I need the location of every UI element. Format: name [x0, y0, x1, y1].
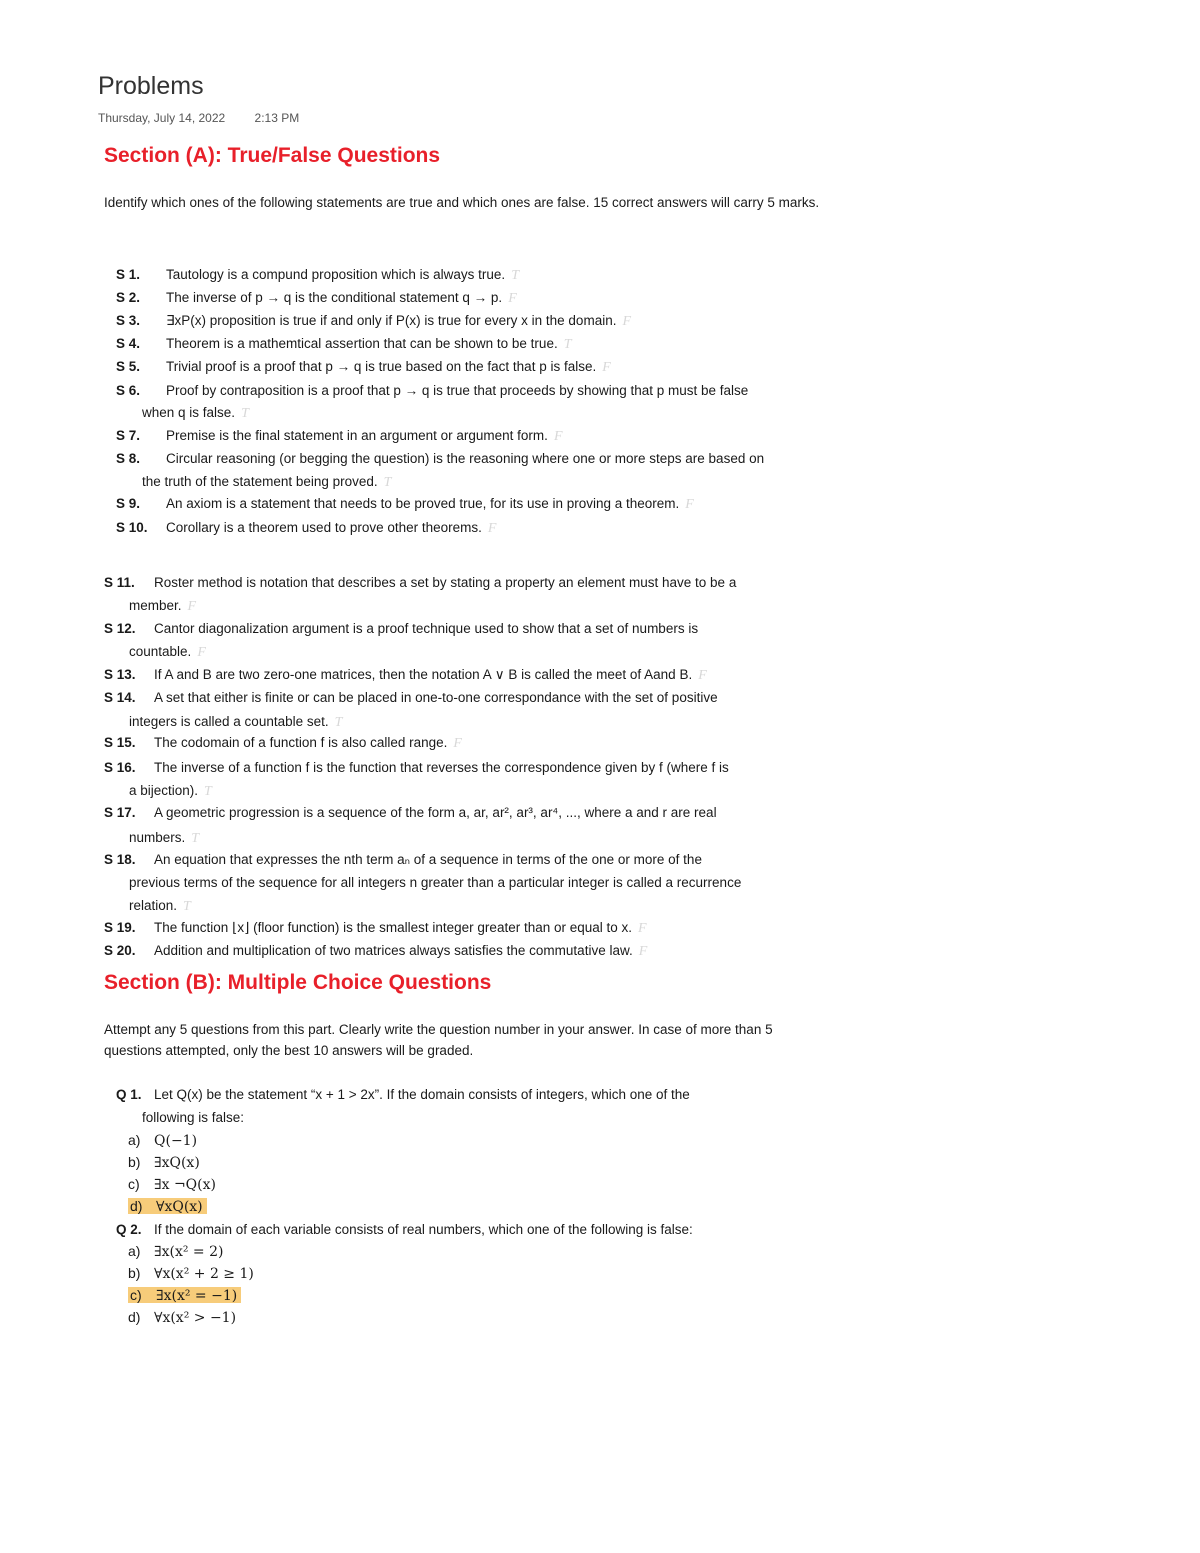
option-letter: d)	[130, 1198, 143, 1214]
answer-mark: F	[602, 360, 611, 375]
statement-number: S 8.	[116, 451, 141, 466]
question-number: Q 2.	[116, 1222, 142, 1237]
statement-item	[116, 379, 840, 402]
page-title: Problems	[98, 72, 204, 100]
option-text: ∀x(x² > −1)	[154, 1310, 237, 1326]
statement-number: S 9.	[116, 496, 141, 511]
statement-item	[116, 286, 840, 309]
answer-mark: F	[187, 599, 197, 614]
statement-number: S 10.	[116, 520, 148, 535]
statement-continuation-text: a bijection).	[129, 783, 199, 798]
statement-text	[154, 731, 462, 755]
answer-mark: F	[638, 944, 648, 959]
answer-mark: T	[183, 899, 191, 914]
statement-number: S 6.	[116, 383, 141, 398]
statement-item	[104, 756, 840, 779]
option-letter: c)	[128, 1176, 140, 1192]
statement-item	[104, 916, 840, 939]
statement-text-content: The inverse of p → q is the conditional statement q → p.	[166, 290, 503, 305]
answer-option	[128, 1129, 197, 1152]
question-text: If the domain of each variable consists of real numbers, which one of the following is false:	[154, 1222, 693, 1237]
statement-item	[116, 309, 840, 332]
statement-number: S 15.	[104, 735, 136, 750]
statement-continuation	[129, 594, 196, 618]
statement-item	[104, 801, 840, 824]
statement-continuation	[129, 640, 206, 664]
page-time: 2:13 PM	[254, 111, 300, 125]
statement-item	[116, 332, 840, 355]
statement-item	[116, 424, 840, 447]
option-text: ∃x(x² = 2)	[154, 1244, 224, 1260]
statement-text-content: Tautology is a compund proposition which is always true.	[166, 267, 506, 282]
option-text: ∃xQ(x)	[154, 1155, 200, 1171]
statement-number: S 19.	[104, 920, 136, 935]
statement-continuation-text: integers is called a countable set.	[129, 714, 329, 729]
answer-mark: F	[453, 736, 462, 751]
question-item	[116, 1083, 836, 1106]
option-text: ∃x(x² = −1)	[156, 1288, 238, 1304]
statement-continuation-text: countable.	[129, 644, 192, 659]
question-continuation: following is false:	[142, 1110, 245, 1125]
statement-text-content: Trivial proof is a proof that p → q is true based on the fact that p is false.	[166, 359, 597, 374]
statement-number: S 5.	[116, 359, 141, 374]
option-text: Q(−1)	[154, 1133, 198, 1149]
statement-number: S 11.	[104, 575, 135, 590]
answer-mark: F	[698, 668, 707, 683]
option-text: ∀xQ(x)	[156, 1199, 203, 1215]
statement-item	[116, 447, 840, 470]
statement-text	[166, 447, 764, 470]
answer-option	[128, 1195, 207, 1218]
statement-number: S 1.	[116, 267, 141, 282]
statement-text-content: An axiom is a statement that needs to be proved true, for its use in proving a theorem.	[166, 496, 680, 511]
statement-text-content: The codomain of a function f is also called range.	[154, 735, 448, 750]
option-letter: d)	[128, 1309, 141, 1325]
statement-text	[166, 379, 748, 402]
statement-text-content: A set that either is finite or can be placed in one-to-one correspondance with the set of positive	[154, 690, 718, 705]
statement-text-content: The function ⌊x⌋ (floor function) is the smallest integer greater than or equal to x.	[154, 920, 633, 935]
highlighted-answer	[128, 1198, 207, 1214]
option-letter: a)	[128, 1243, 141, 1259]
statement-text	[166, 309, 631, 333]
answer-option	[128, 1151, 200, 1174]
answer-option	[128, 1306, 236, 1329]
statement-text-content: Corollary is a theorem used to prove other theorems.	[166, 520, 482, 535]
section-a-heading: Section (A): True/False Questions	[104, 144, 441, 167]
answer-option-body	[128, 1243, 223, 1259]
statement-text-content: Premise is the final statement in an argument or argument form.	[166, 428, 548, 443]
statement-text	[166, 492, 694, 516]
answer-option-body	[128, 1154, 200, 1170]
answer-option-body	[128, 1176, 216, 1192]
statement-continuation	[142, 401, 249, 425]
answer-option	[128, 1262, 254, 1285]
answer-mark: T	[383, 475, 392, 490]
statement-text	[166, 424, 563, 448]
option-letter: b)	[128, 1154, 141, 1170]
statement-item	[104, 617, 840, 640]
answer-mark: T	[191, 831, 200, 846]
answer-mark: F	[622, 314, 632, 329]
answer-option-body	[128, 1265, 254, 1281]
statement-number: S 16.	[104, 760, 136, 775]
statement-number: S 12.	[104, 621, 136, 636]
statement-text	[154, 848, 702, 871]
statement-continuation-text: numbers.	[129, 830, 186, 845]
section-a-intro: Identify which ones of the following statements are true and which ones are false. 15 correct answers will carry 5 marks.	[104, 195, 820, 210]
statement-number: S 14.	[104, 690, 136, 705]
statement-continuation	[129, 871, 741, 894]
statement-text	[154, 571, 736, 594]
statement-text-content: Roster method is notation that describes a set by stating a property an element must have to be a	[154, 575, 737, 590]
statement-text	[154, 801, 717, 824]
statement-text	[154, 756, 729, 779]
statement-item	[104, 848, 840, 871]
statement-text-content: ∃xP(x) proposition is true if and only if P(x) is true for every x in the domain.	[166, 313, 617, 328]
answer-mark: T	[563, 337, 572, 352]
statement-number: S 4.	[116, 336, 141, 351]
statement-text	[166, 332, 572, 356]
answer-mark: T	[204, 784, 212, 799]
statement-text-content: The inverse of a function f is the function that reverses the correspondence given by f (where f is	[154, 760, 729, 775]
answer-mark: F	[197, 645, 206, 660]
statement-item	[104, 939, 840, 962]
statement-text-content: If A and B are two zero-one matrices, then the notation A ∨ B is called the meet of Aand B.	[154, 667, 693, 682]
statement-item	[104, 686, 840, 709]
answer-mark: T	[334, 715, 343, 730]
answer-mark: T	[511, 268, 519, 283]
statement-text-content: Theorem is a mathemtical assertion that can be shown to be true.	[166, 336, 558, 351]
answer-option	[128, 1240, 223, 1263]
question-item	[116, 1218, 836, 1241]
statement-number: S 17.	[104, 805, 136, 820]
statement-number: S 3.	[116, 313, 141, 328]
statement-text	[166, 516, 496, 540]
statement-continuation	[129, 826, 199, 850]
statement-number: S 7.	[116, 428, 141, 443]
statement-continuation-text: when q is false.	[142, 405, 236, 420]
statement-text-content: An equation that expresses the nth term aₙ of a sequence in terms of the one or more of the	[154, 852, 702, 867]
option-text: ∃x ¬Q(x)	[154, 1177, 216, 1193]
answer-mark: F	[487, 521, 497, 536]
statement-text-content: A geometric progression is a sequence of the form a, ar, ar², ar³, ar⁴, ..., where a and r are real	[154, 805, 717, 820]
statement-continuation-text: member.	[129, 598, 182, 613]
statement-item	[104, 663, 840, 686]
section-b-heading: Section (B): Multiple Choice Questions	[104, 971, 492, 994]
option-text: ∀x(x² + 2 ≥ 1)	[154, 1266, 254, 1282]
question-text: Let Q(x) be the statement “x + 1 > 2x”. If the domain consists of integers, which one of the	[154, 1087, 690, 1102]
statement-continuation	[142, 470, 391, 494]
statement-continuation	[129, 779, 212, 803]
answer-mark: F	[508, 291, 517, 306]
question-number: Q 1.	[116, 1087, 142, 1102]
answer-mark: F	[553, 429, 563, 444]
page-date: Thursday, July 14, 2022	[98, 111, 226, 125]
statement-text	[154, 617, 698, 640]
statement-continuation-text: the truth of the statement being proved.	[142, 474, 378, 489]
statement-continuation	[129, 894, 191, 918]
section-b-intro: Attempt any 5 questions from this part. Clearly write the question number in your answer. In case of more than 5 questions attempted, only the best 10 answers will be graded.	[104, 1022, 773, 1058]
statement-item	[116, 263, 840, 286]
answer-option-body	[128, 1132, 197, 1148]
statement-number: S 2.	[116, 290, 141, 305]
statement-item	[104, 571, 840, 594]
statement-number: S 18.	[104, 852, 136, 867]
statement-number: S 20.	[104, 943, 136, 958]
page-meta	[98, 111, 299, 125]
statement-text-content: Cantor diagonalization argument is a proof technique used to show that a set of numbers is	[154, 621, 699, 636]
option-letter: c)	[130, 1287, 142, 1303]
statement-item	[104, 731, 840, 754]
statement-text	[154, 939, 647, 963]
statement-continuation-text: relation.	[129, 898, 178, 913]
statement-text-content: Addition and multiplication of two matrices always satisfies the commutative law.	[154, 943, 633, 958]
statement-item	[116, 492, 840, 515]
statement-text	[166, 286, 517, 310]
statement-item	[116, 355, 840, 378]
statement-number: S 13.	[104, 667, 136, 682]
answer-option-body	[128, 1309, 236, 1325]
answer-mark: F	[685, 497, 694, 512]
statement-item	[116, 516, 840, 539]
highlighted-answer	[128, 1287, 241, 1303]
answer-mark: T	[241, 406, 249, 421]
statement-text	[154, 686, 718, 709]
option-letter: b)	[128, 1265, 141, 1281]
statement-text	[166, 263, 519, 287]
statement-continuation-text: previous terms of the sequence for all integers n greater than a particular integer is called a recurrence	[129, 875, 742, 890]
answer-mark: F	[638, 921, 647, 936]
option-letter: a)	[128, 1132, 141, 1148]
answer-option	[128, 1284, 241, 1307]
statement-text	[154, 916, 647, 940]
statement-text-content: Proof by contraposition is a proof that p → q is true that proceeds by showing that p must be false	[166, 383, 749, 398]
statement-text-content: Circular reasoning (or begging the question) is the reasoning where one or more steps are based on	[166, 451, 765, 466]
statement-text	[166, 355, 611, 379]
answer-option	[128, 1173, 216, 1196]
statement-text	[154, 663, 707, 687]
